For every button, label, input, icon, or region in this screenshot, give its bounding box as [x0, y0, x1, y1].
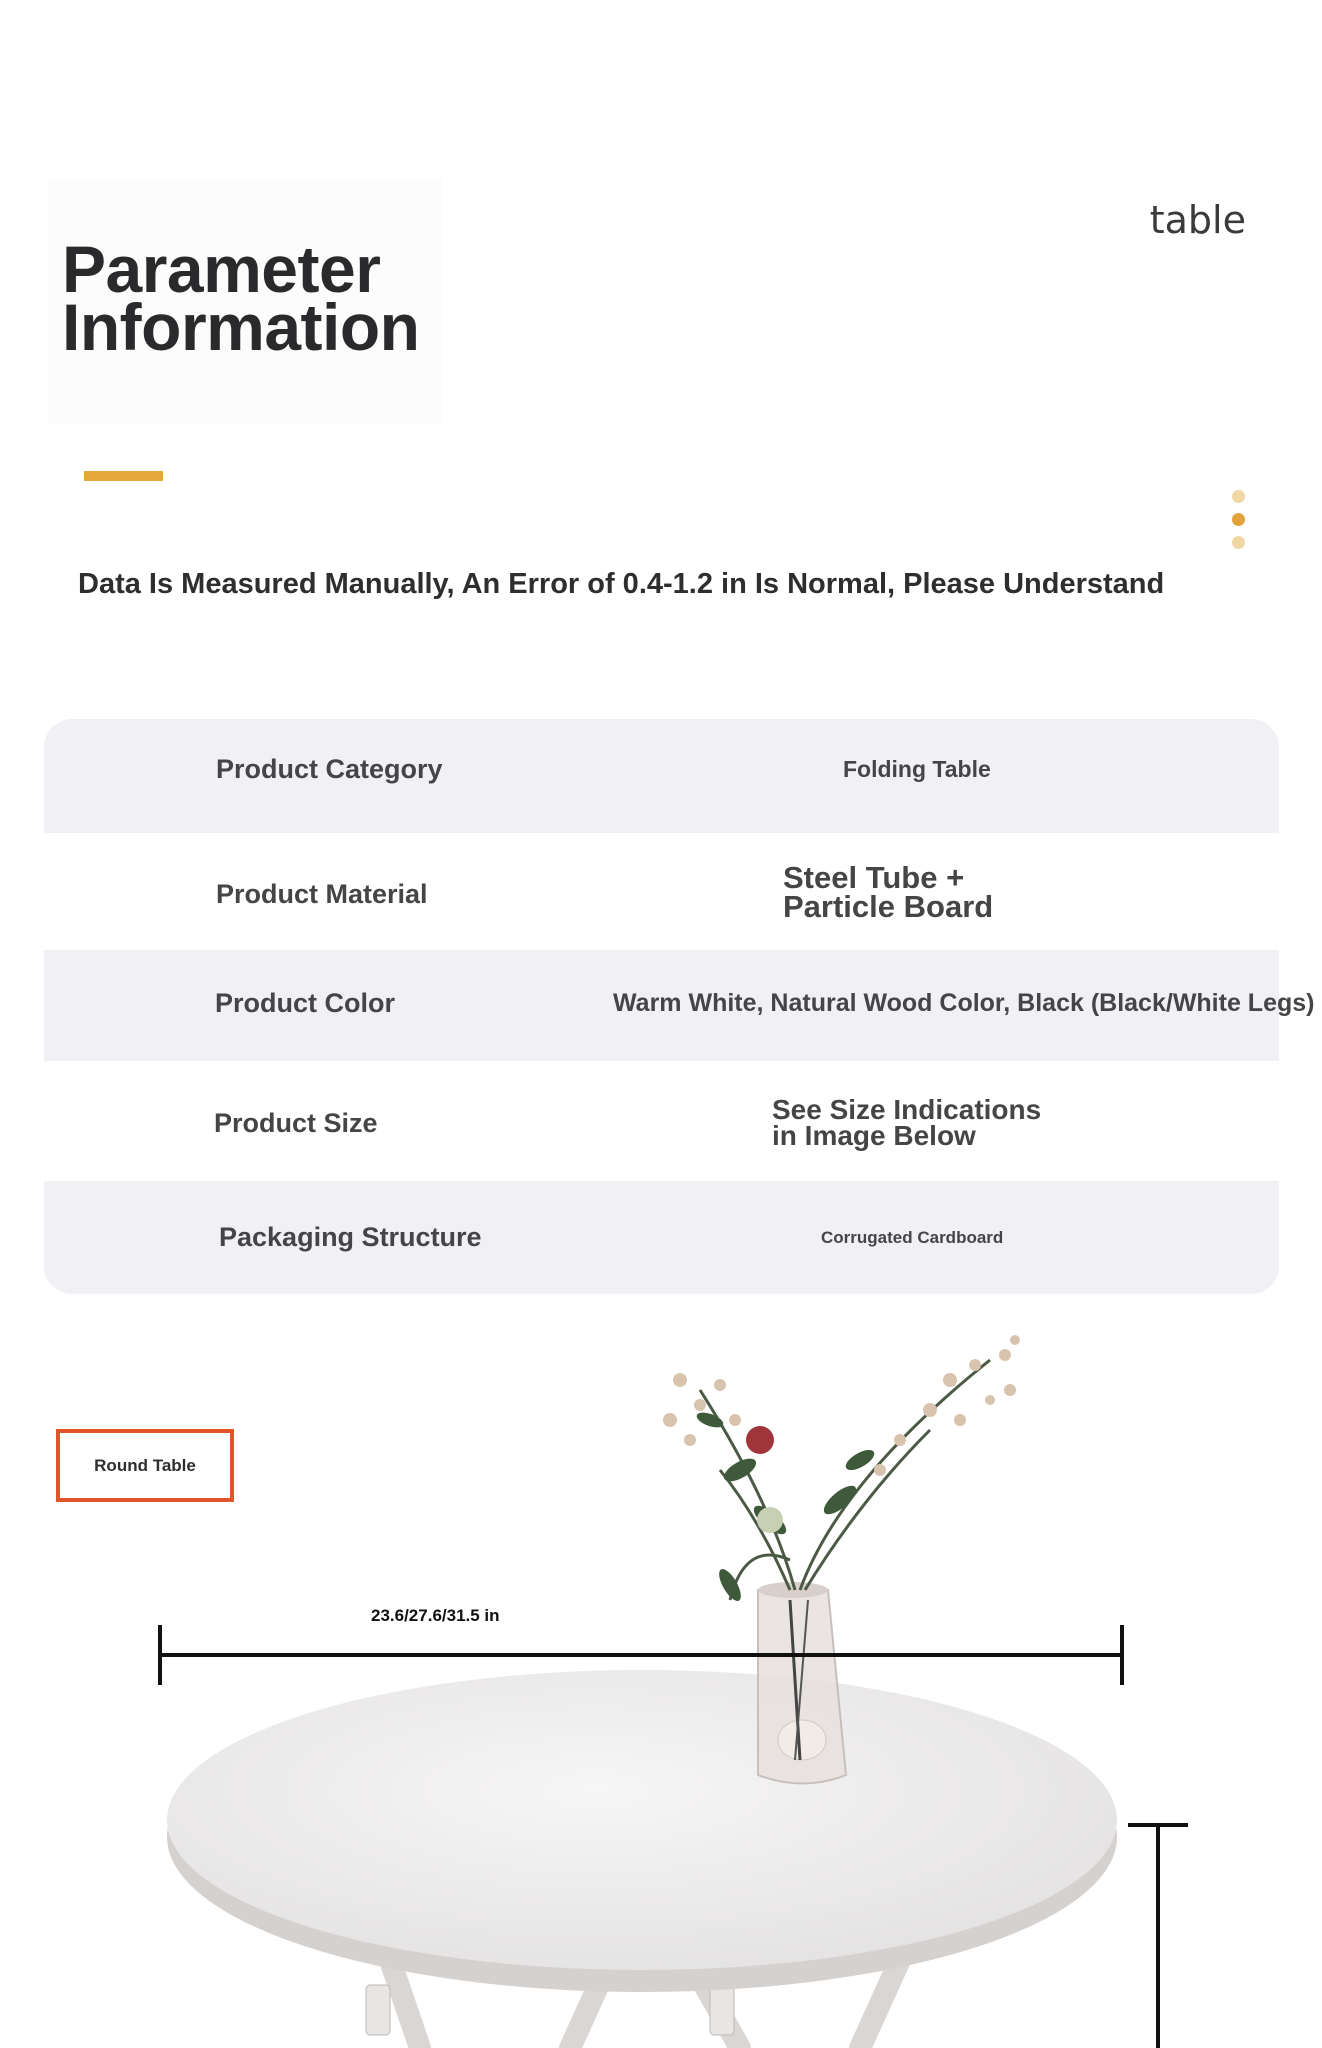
corner-label: table: [1149, 198, 1246, 242]
spec-value: Corrugated Cardboard: [821, 1228, 1004, 1247]
vase: [758, 1582, 846, 1784]
spec-value: Folding Table: [843, 756, 991, 782]
diameter-label: 23.6/27.6/31.5 in: [371, 1606, 500, 1625]
spec-label: Product Color: [215, 988, 395, 1018]
spec-label: Product Size: [214, 1108, 378, 1138]
title-line-2: Information: [62, 290, 420, 364]
height-dimension-line: [1128, 1825, 1188, 2048]
spec-label: Product Material: [216, 879, 428, 909]
spec-value-line: Particle Board: [783, 889, 994, 924]
leg-hinge: [366, 1985, 390, 2035]
leg-hinge: [710, 1985, 734, 2035]
spec-label: Packaging Structure: [219, 1222, 482, 1252]
flowers: [663, 1335, 1020, 1604]
spec-label: Product Category: [216, 754, 443, 784]
spec-value-line: in Image Below: [772, 1120, 976, 1151]
measurement-notice: Data Is Measured Manually, An Error of 0.4-1.2 in Is Normal, Please Understand: [78, 568, 1165, 600]
spec-value-line: Steel Tube +: [783, 860, 965, 895]
table-top: [167, 1670, 1117, 1970]
product-type-tag: Round Table: [56, 1429, 234, 1502]
spec-value-line: See Size Indications: [772, 1094, 1042, 1125]
spec-value: Warm White, Natural Wood Color, Black (Black/White Legs): [613, 989, 1315, 1017]
title-line-1: Parameter: [62, 232, 381, 306]
